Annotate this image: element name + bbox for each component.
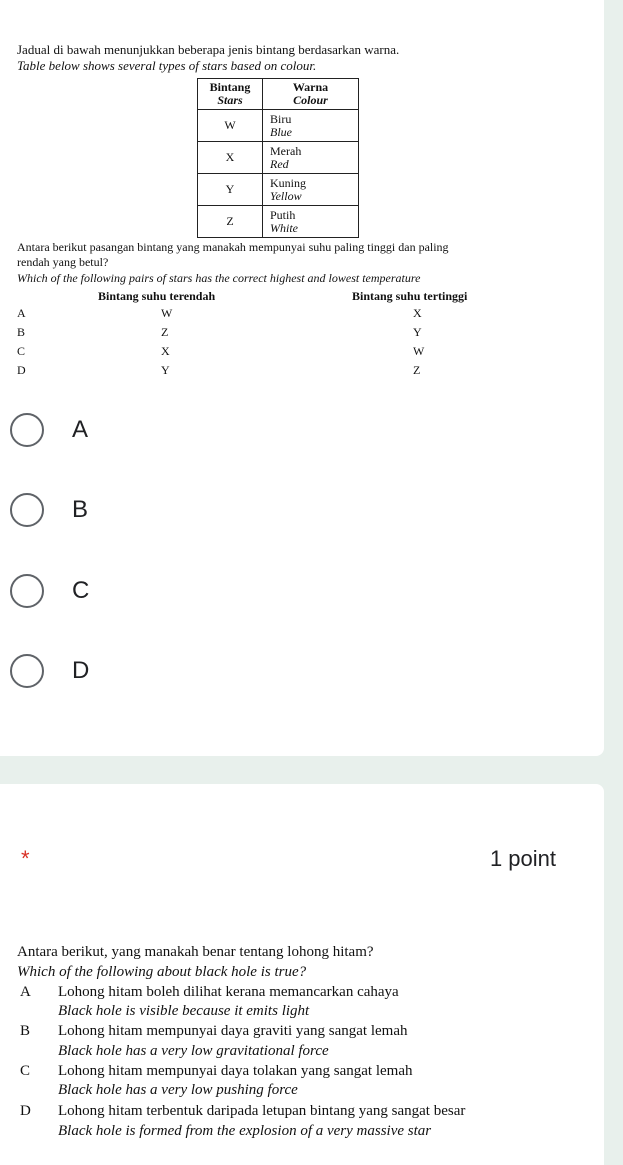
option-d-english: Black hole is formed from the explosion of a very massive star <box>58 1123 432 1139</box>
intro-malay: Jadual di bawah menunjukkan beberapa jenis bintang berdasarkan warna. <box>17 42 400 57</box>
option-b-english: Black hole has a very low gravitational force <box>58 1043 329 1059</box>
choice-b[interactable] <box>10 493 310 533</box>
table-row: W Biru Blue <box>198 110 359 142</box>
radio-button-b[interactable] <box>10 493 44 527</box>
option-d-letter: D <box>20 1103 31 1119</box>
option-b-letter: B <box>20 1023 31 1039</box>
required-asterisk: * <box>21 846 30 871</box>
option-d-malay: Lohong hitam terbentuk daripada letupan bintang yang sangat besar <box>58 1103 466 1119</box>
choice-c[interactable] <box>10 574 310 614</box>
option-c-letter: C <box>20 1063 31 1079</box>
option-a-letter: A <box>20 984 31 1000</box>
choice-a-label: A <box>72 416 89 443</box>
table-row: X Merah Red <box>198 142 359 174</box>
column-lowest-temperature: Bintang suhu terendah <box>98 289 216 303</box>
prompt-malay-line1: Antara berikut pasangan bintang yang manakah mempunyai suhu paling tinggi dan paling <box>17 240 449 254</box>
option-a-english: Black hole is visible because it emits light <box>58 1003 310 1019</box>
radio-button-a[interactable] <box>10 413 44 447</box>
prompt-english: Which of the following pairs of stars has the correct highest and lowest temperature <box>17 271 421 285</box>
option-b-malay: Lohong hitam mempunyai daya graviti yang sangat lemah <box>58 1023 408 1039</box>
choice-d-label: D <box>72 657 90 684</box>
header-stars: Bintang Stars <box>198 79 263 110</box>
question-1-image: Jadual di bawah menunjukkan beberapa jenis bintang berdasarkan warna. Table below shows several types of stars based on colour. Bintang Stars Warna Colour W Biru Blue X Merah Red Y Kuning Yellow Z Putih White Antara berikut pasangan bintang yang manakah mempunyai suhu paling tinggi dan paling rendah yang betul? Which of the following pairs of stars has the correct highest and lowest temperature Bintang suhu terendah Bintang suhu tertinggi A W X B Z Y C X W D Y Z <box>17 42 468 377</box>
table-row: Y Kuning Yellow <box>198 174 359 206</box>
points-label: 1 point <box>489 846 556 871</box>
choice-c-label: C <box>72 577 90 604</box>
choice-d[interactable] <box>10 654 310 694</box>
header-colour: Warna Colour <box>263 79 359 110</box>
intro-english: Table below shows several types of stars based on colour. <box>17 58 317 73</box>
option-c-english: Black hole has a very low pushing force <box>58 1082 298 1098</box>
option-a-malay: Lohong hitam boleh dilihat kerana memancarkan cahaya <box>58 984 399 1000</box>
stem-malay: Antara berikut, yang manakah benar tentang lohong hitam? <box>17 944 374 960</box>
option-c-malay: Lohong hitam mempunyai daya tolakan yang sangat lemah <box>58 1063 413 1079</box>
choice-a[interactable] <box>10 413 310 453</box>
star-colour-table <box>197 78 359 238</box>
table-row: Z Putih White <box>198 206 359 238</box>
stem-english: Which of the following about black hole is true? <box>17 964 307 980</box>
radio-button-c[interactable] <box>10 574 44 608</box>
radio-button-d[interactable] <box>10 654 44 688</box>
choice-b-label: B <box>72 496 89 523</box>
prompt-malay-line2: rendah yang betul? <box>17 255 109 269</box>
column-highest-temperature: Bintang suhu tertinggi <box>352 289 468 303</box>
